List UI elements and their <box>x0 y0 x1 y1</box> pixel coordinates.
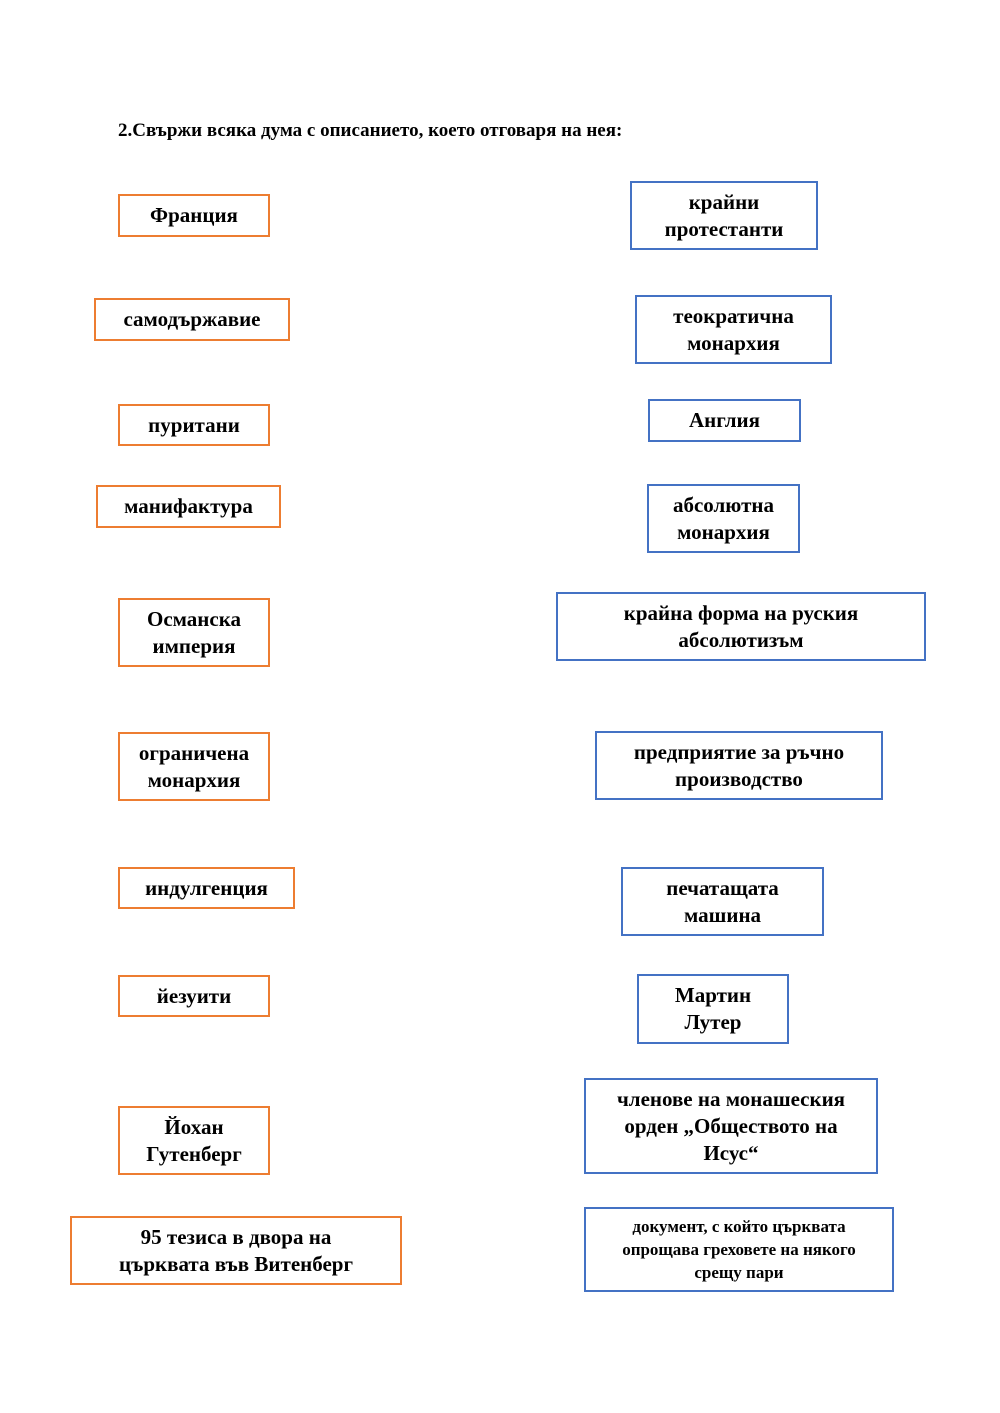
desc-box-absolute-monarchy[interactable]: абсолютна монархия <box>647 484 800 553</box>
desc-box-manual-production[interactable]: предприятие за ръчно производство <box>595 731 883 800</box>
term-box-jesuits[interactable]: йезуити <box>118 975 270 1017</box>
term-box-indulgence[interactable]: индулгенция <box>118 867 295 909</box>
desc-box-indulgence-document[interactable]: документ, с който църквата опрощава греховете на някого срещу пари <box>584 1207 894 1292</box>
desc-box-martin-luther[interactable]: Мартин Лутер <box>637 974 789 1044</box>
desc-box-england[interactable]: Англия <box>648 399 801 442</box>
term-box-autocracy[interactable]: самодържавие <box>94 298 290 341</box>
desc-box-jesuit-order[interactable]: членове на монашеския орден „Обществото на Исус“ <box>584 1078 878 1174</box>
desc-box-printing-machine[interactable]: печатащата машина <box>621 867 824 936</box>
term-box-ottoman-empire[interactable]: Османска империя <box>118 598 270 667</box>
term-box-limited-monarchy[interactable]: ограничена монархия <box>118 732 270 801</box>
desc-box-radical-protestants[interactable]: крайни протестанти <box>630 181 818 250</box>
term-box-france[interactable]: Франция <box>118 194 270 237</box>
desc-box-russian-absolutism[interactable]: крайна форма на руския абсолютизъм <box>556 592 926 661</box>
term-box-gutenberg[interactable]: Йохан Гутенберг <box>118 1106 270 1175</box>
desc-box-theocratic-monarchy[interactable]: теократична монархия <box>635 295 832 364</box>
term-box-puritans[interactable]: пуритани <box>118 404 270 446</box>
instruction-heading: 2.Свържи всяка дума с описанието, което отговаря на нея: <box>118 120 623 141</box>
term-box-manufactory[interactable]: манифактура <box>96 485 281 528</box>
term-box-95-theses[interactable]: 95 тезиса в двора на църквата във Витенберг <box>70 1216 402 1285</box>
